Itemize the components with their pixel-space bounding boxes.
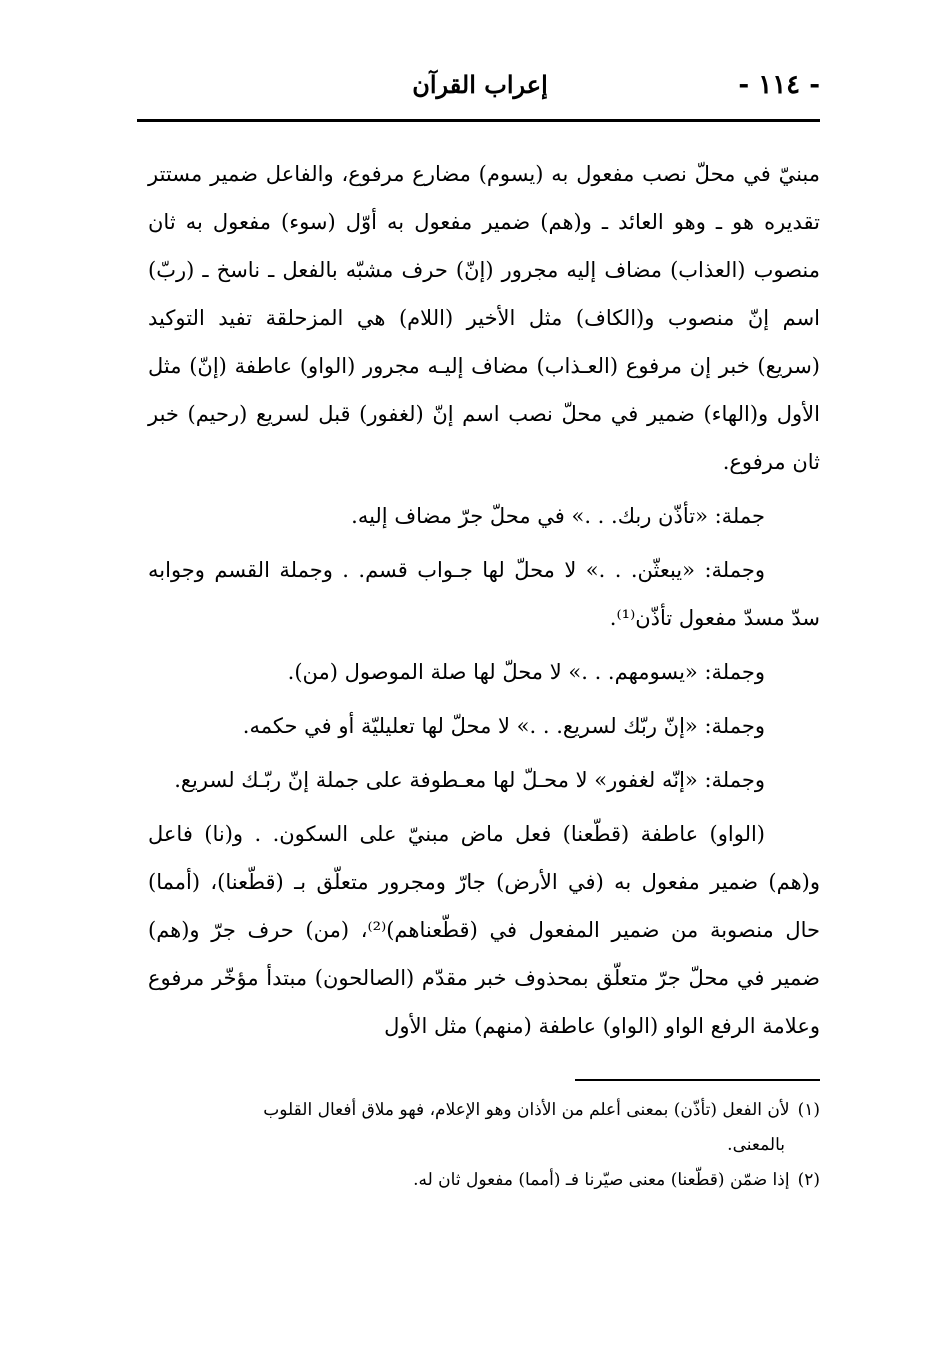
paragraph-irab-2: (الواو) عاطفة (قطّعنا) فعل ماض مبنيّ على السكون. . و(نا) فاعل و(هم) ضمير مفعول به (في الأرض) جارّ ومجرور متعلّق بـ (قطّعنا)، (أمما) حال منصوبة من ضمير المفعول في (قطّعناهم)⁽²⁾، (من) حرف جرّ و(هم) ضمير في محلّ جرّ متعلّق بمحذوف خبر مقدّم (الصالحون) مبتدأ مؤخّر مرفوع وعلامة الرفع الواو (الواو) عاطفة (منهم) مثل الأول: [148, 822, 820, 1038]
footnote-rule: [575, 1079, 820, 1081]
running-title: إعراب القرآن: [412, 70, 548, 99]
footnote-1-continuation: بالمعنى.: [727, 1135, 785, 1155]
paragraph-irab: مبنيّ في محلّ نصب مفعول به (يسوم) مضارع مرفوع، والفاعل ضمير مستتر تقديره هو ـ وهو العائد ـ و(هم) ضمير مفعول به أوّل (سوء) مفعول به ثان منصوب (العذاب) مضاف إليه مجرور (إنّ) حرف مشبّه بالفعل ـ ناسخ ـ (ربّ) اسم إنّ منصوب و(الكاف) مثل الأخير (اللام) هي المزحلقة تفيد التوكيد (سريع) خبر إن مرفوع (العـذاب) مضاف إليـه مجرور (الواو) عاطفة (إنّ) مثل الأول و(الهاء) ضمير في محلّ نصب اسم إنّ (لغفور) قبل لسريع (رحيم) خبر ثان مرفوع.: [148, 162, 820, 474]
page-number: - ١١٤ -: [738, 70, 820, 100]
footnote-1: [148, 1093, 820, 1128]
footnotes: [148, 1093, 820, 1198]
main-text: [148, 150, 820, 1050]
paragraph-sentence-5: وجملة: «إنّه لغفور» لا محـلّ لها معـطوفة على جملة إنّ ربّـك لسريع.: [174, 768, 765, 792]
paragraph-sentence-4: وجملة: «إنّ ربّك لسريع. . .» لا محلّ لها تعليليّة أو في حكمه.: [242, 714, 765, 738]
paragraph-sentence-3: وجملة: «يسومهم. . .» لا محلّ لها صلة الموصول (من).: [287, 660, 765, 684]
header-rule: [137, 119, 820, 122]
footnote-text: إذا ضمّن (قطّعنا) معنى صيّرنا فـ (أمما) مفعول ثان له.: [413, 1170, 790, 1190]
paragraph-sentence-1: جملة: «تأذّن ربك. . .» في محلّ جرّ مضاف إليه.: [351, 504, 765, 528]
footnote-text: لأن الفعل (تأذّن) بمعنى أعلم من الأذان وهو الإعلام، فهو ملاق أفعال القلوب: [263, 1100, 790, 1120]
footnote-2: [148, 1163, 820, 1198]
footnote-number: (١): [797, 1100, 820, 1120]
page-header: [140, 66, 820, 110]
footnote-number: (٢): [797, 1170, 820, 1190]
paragraph-sentence-2: وجملة: «يبعثّن. . .» لا محلّ لها جـواب قسم. . وجملة القسم وجوابه سدّ مسدّ مفعول تأذّن⁽¹⁾.: [148, 558, 820, 630]
